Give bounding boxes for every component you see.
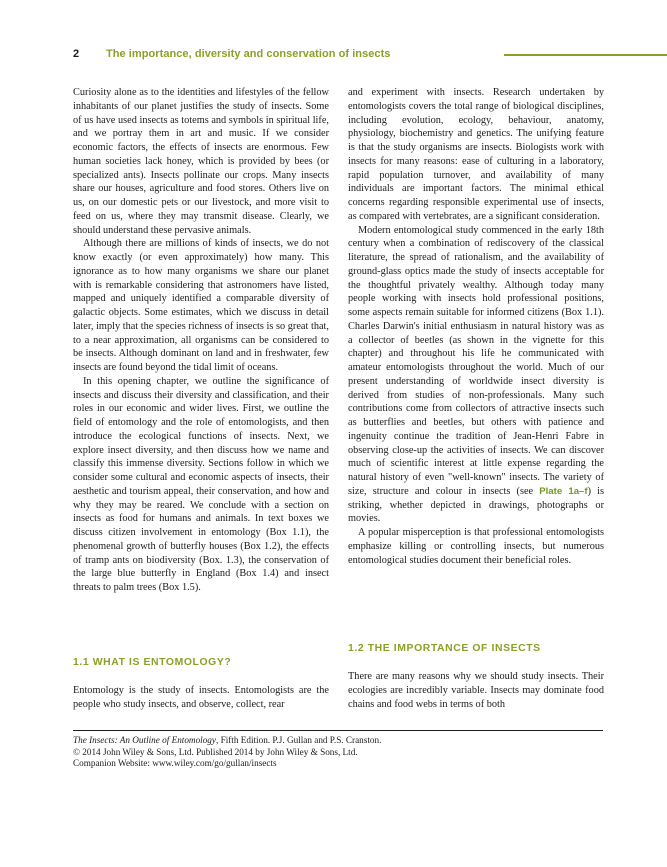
section-heading-1-1: 1.1 WHAT IS ENTOMOLOGY? xyxy=(73,657,232,668)
copyright: © 2014 John Wiley & Sons, Ltd. Published 2014 by John Wiley & Sons, Ltd. xyxy=(73,746,358,757)
page-number: 2 xyxy=(73,48,80,60)
paragraph-tail: ) is striking, whether depicted in drawings, photographs or movies. xyxy=(348,485,604,525)
page-header xyxy=(73,48,603,62)
companion-website: Companion Website: www.wiley.com/go/gullan/insects xyxy=(73,758,277,769)
paragraph: and experiment with insects. Research undertaken by entomologists covers the total range of biological disciplines, including evolution, ecology, behaviour, anatomy, physiology, biochemistry and genetics. The unifying feature is that the study organisms are insects. Biologists work with insects for many reasons: ease of culturing in a laboratory, rapid population turnover, and availability of many individuals are important factors. The minimal ethical concerns regarding responsible experimental use of insects, as compared with vertebrates, are a significant consideration. xyxy=(348,87,604,222)
right-column xyxy=(348,86,604,567)
paragraph: Although there are millions of kinds of insects, we do not know exactly (or even approximately) how many. This ignorance as to how many organisms we share our planet with is remarkable considering that astronomers have listed, mapped and uniquely identified a comparable diversity of galactic objects. Some estimates, which we discuss in detail later, imply that the species richness of insects is so great that, to a near approximation, all organisms can be considered to be insects. Although dominant on land and in freshwater, few insects are found beyond the tidal limit of oceans. xyxy=(73,238,329,373)
paragraph: In this opening chapter, we outline the significance of insects and discuss their diversity and classification, and their roles in our economic and wider lives. First, we outline the field of entomology and the role of entomologists, and then introduce the ecological functions of insects. Next, we explore insect diversity, and then discuss how we name and classify this immense diversity. Sections follow in which we consider some cultural and economic aspects of insects, their aesthetic and tourism appeal, their conservation, and how and why they may be reared. We conclude with a section on insects as food for humans and animals. In text boxes we discuss citizen involvement in entomology (Box 1.1), the phenomenal growth of butterfly houses (Box 1.2), the effects of tramp ants on biodiversity (Box. 1.3), the conservation of the large blue butterfly in England (Box 1.4) and insect threats to palm trees (Box 1.5). xyxy=(73,375,329,593)
paragraph: There are many reasons why we should study insects. Their ecologies are incredibly variable. Insects may dominate food chains and food webs in terms of both xyxy=(348,671,604,710)
running-title: The importance, diversity and conservation of insects xyxy=(106,48,391,60)
footer xyxy=(73,735,603,770)
plate-reference-link[interactable]: Plate 1a–f xyxy=(539,485,588,497)
paragraph-text: Modern entomological study commenced in the early 18th century when a combination of rediscovery of the classical literature, the spread of rationalism, and the availability of ground-glass optics made the study of insects acceptable for the thoughtful privately wealthy. Although today many people working with insects hold professional positions, some aspects remain suitable for informed citizens (Box 1.1). Charles Darwin's initial enthusiasm in natural history was as a collector of beetles (as shown in the vignette for this chapter) and throughout his life he communicated with amateur entomologists throughout the world. Much of our present understanding of worldwide insect diversity is derived from studies of non-professionals. Many such contributions come from collectors of attractive insects such as butterflies and beetles, but others with patience and ingenuity continue the tradition of Jean-Henri Fabre in observing close-up the activities of insects. We can discover much of scientific interest at little expense regarding the natural history of even "well-known" insects. The variety of size, structure and colour in insects (see xyxy=(348,224,604,497)
citation-detail: , Fifth Edition. P.J. Gullan and P.S. Cranston. xyxy=(215,735,382,745)
paragraph: Entomology is the study of insects. Entomologists are the people who study insects, and observe, collect, rear xyxy=(73,685,329,710)
left-column xyxy=(73,86,329,595)
paragraph: Curiosity alone as to the identities and lifestyles of the fellow inhabitants of our planet justifies the study of insects. Some of us have used insects as totems and symbols in spiritual life, and we portray them in art and music. If we consider economic factors, the effects of insects are enormous. Few human societies lack honey, which is provided by bees (or specialized ants). Insects pollinate our crops. Many insects share our houses, agriculture and food stores. Others live on us, on our domestic pets or our livestock, and more visit to feed on us, where they may transmit disease. Clearly, we should understand these pervasive animals. xyxy=(73,87,329,236)
section-heading-1-2: 1.2 THE IMPORTANCE OF INSECTS xyxy=(348,643,541,654)
left-section-body xyxy=(73,684,329,712)
book-title: The Insects: An Outline of Entomology xyxy=(73,735,216,745)
footer-rule xyxy=(73,730,603,731)
citation xyxy=(73,735,603,747)
paragraph: A popular misperception is that professional entomologists emphasize killing or controlling insects, but numerous entomological studies document their beneficial roles. xyxy=(348,527,604,566)
header-rule xyxy=(504,54,667,56)
paragraph xyxy=(348,224,604,527)
right-section-body xyxy=(348,670,604,711)
